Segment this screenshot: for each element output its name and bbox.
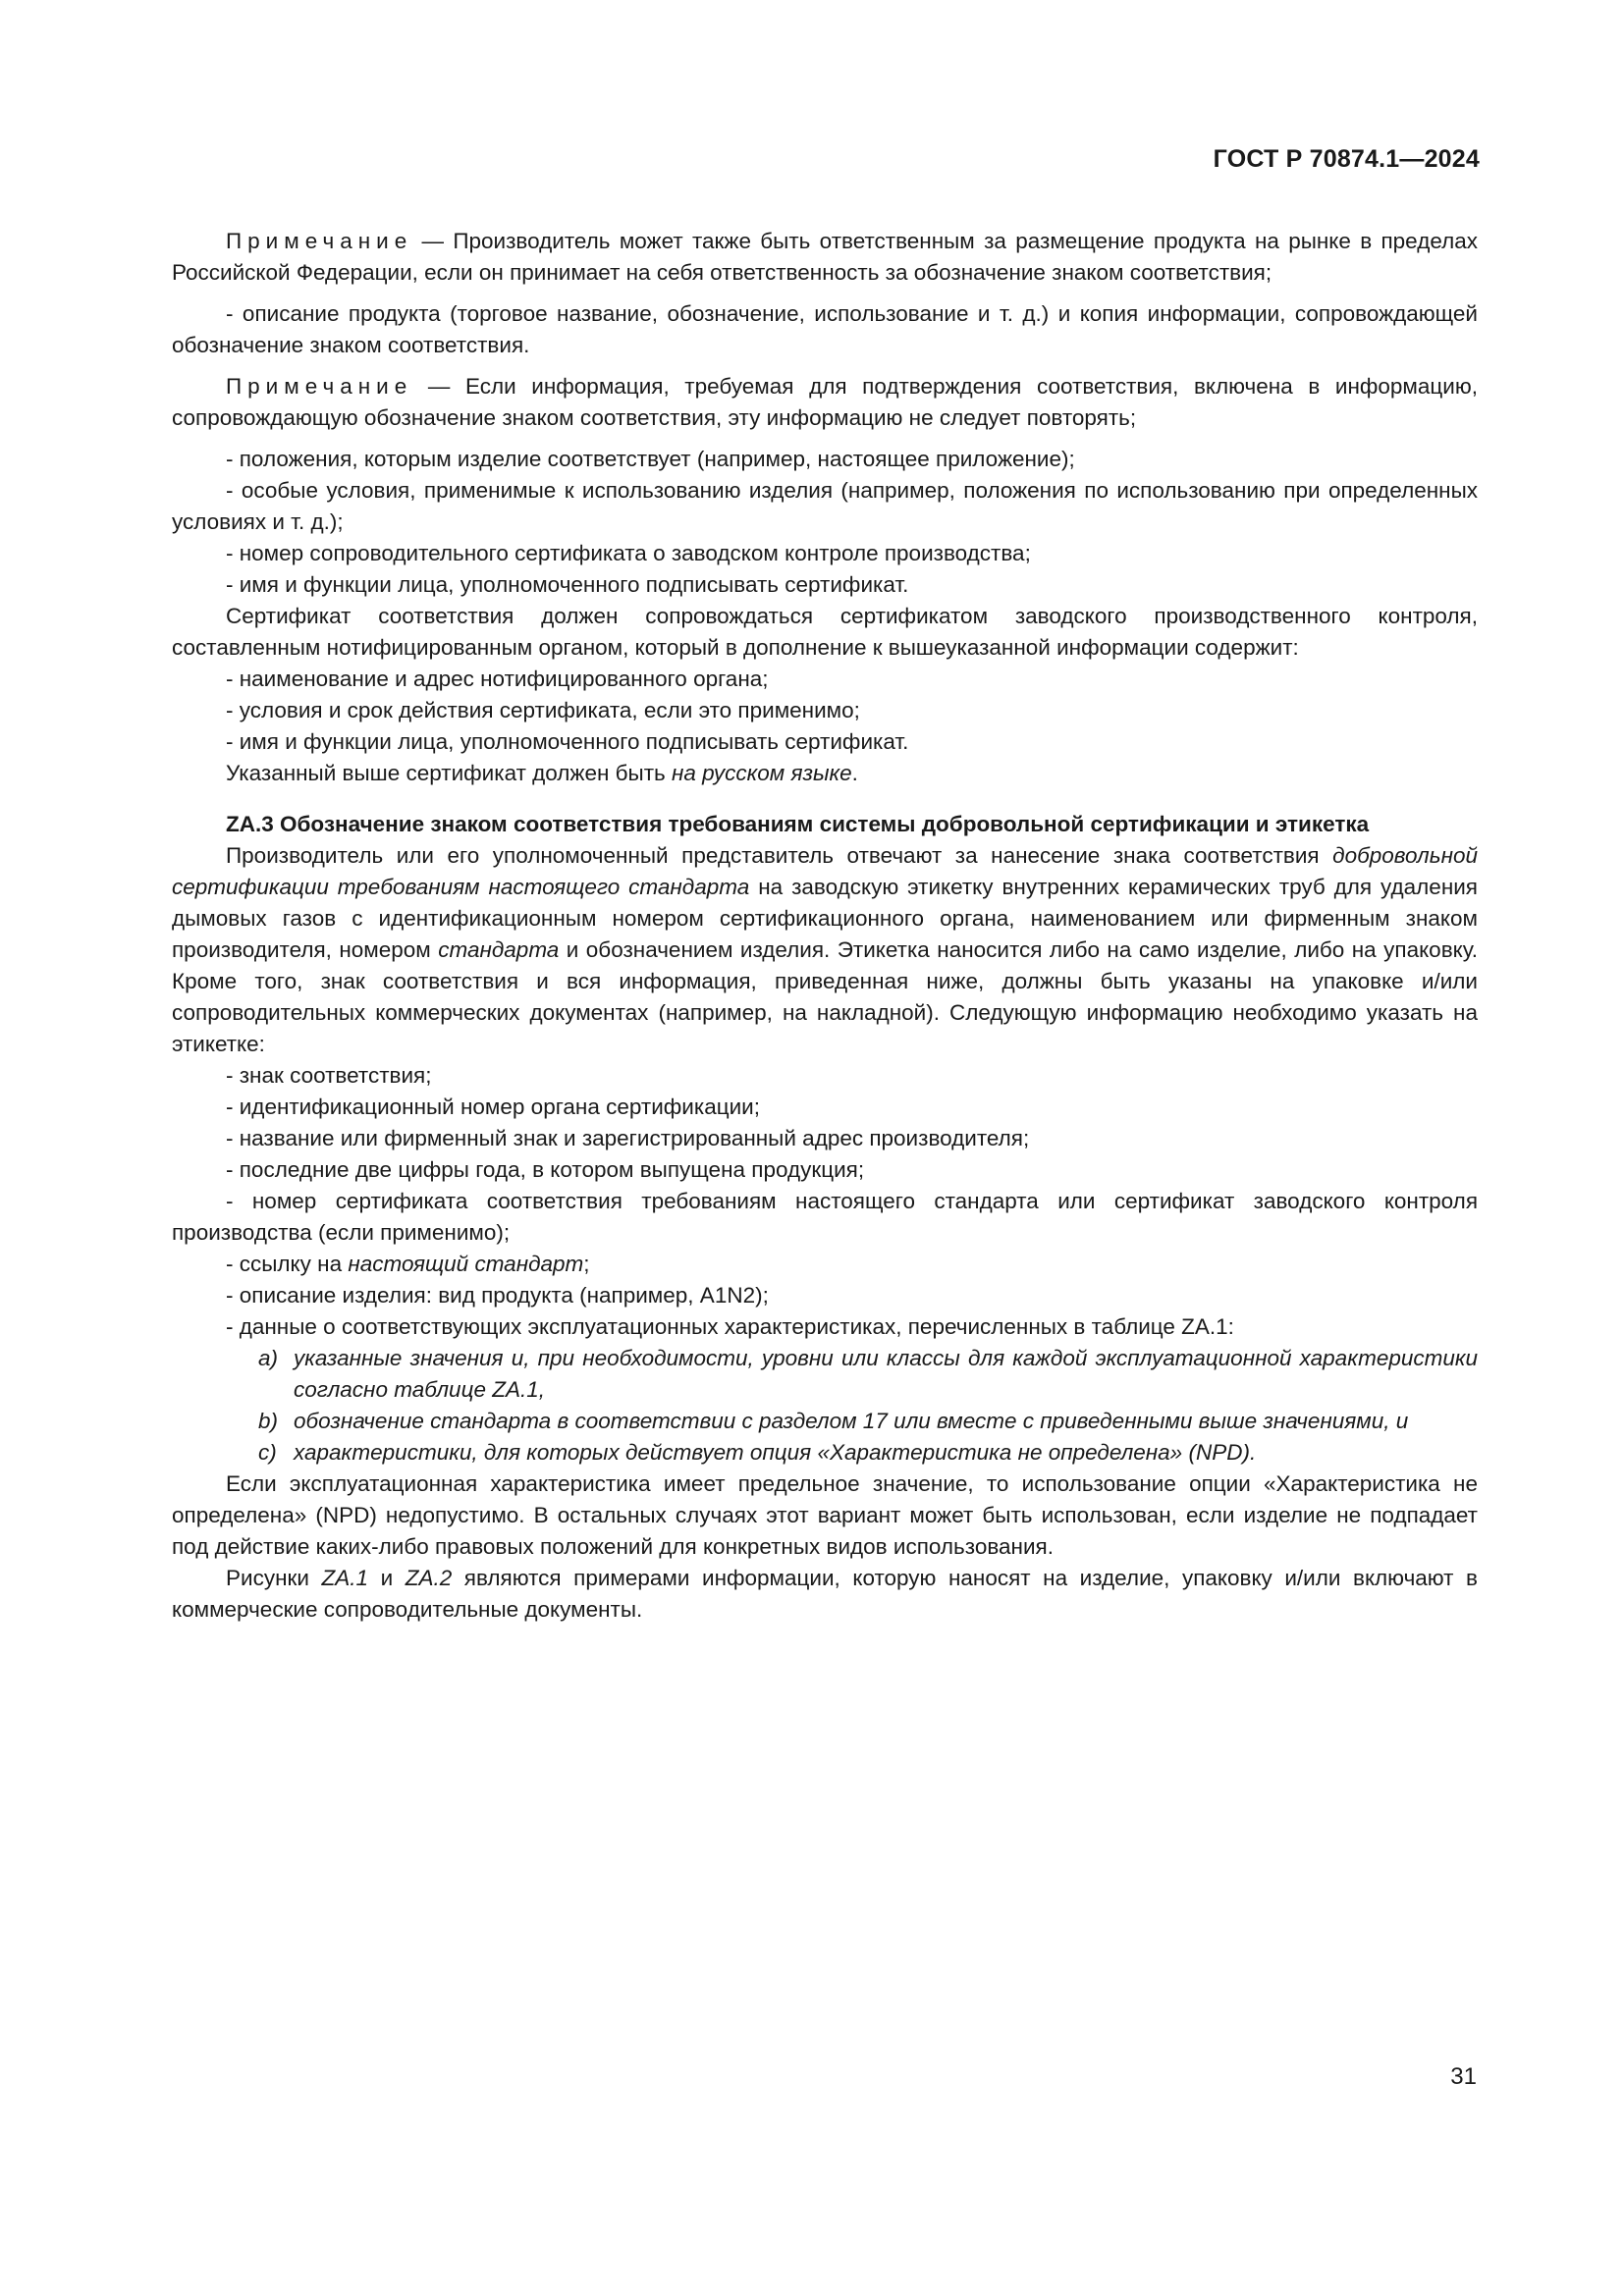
paragraph [172, 1563, 1478, 1626]
text: Производитель или его уполномоченный представитель отвечают за нанесение знака соответствия [226, 843, 1333, 868]
note-text: — Если информация, требуемая для подтверждения соответствия, включена в информацию, сопровождающую обозначение знаком соответствия, эту информацию не следует повторять; [172, 374, 1478, 430]
sub-marker: a) [258, 1346, 279, 1370]
page-body [172, 226, 1478, 1626]
document-code: ГОСТ Р 70874.1—2024 [1213, 145, 1480, 173]
list-item: - название или фирменный знак и зарегистрированный адрес производителя; [226, 1126, 1030, 1150]
note-2 [172, 371, 1478, 434]
sub-item-b [172, 1406, 1478, 1437]
text: Рисунки [226, 1566, 322, 1590]
emphasis: ZA.2 [405, 1566, 453, 1590]
emphasis: ZA.1 [321, 1566, 369, 1590]
text: и [368, 1566, 406, 1590]
text: . [851, 761, 858, 785]
paragraph [172, 840, 1478, 1060]
list-item: - знак соответствия; [226, 1063, 432, 1088]
text: - ссылку на [226, 1252, 349, 1276]
note-1 [172, 226, 1478, 289]
text: ; [583, 1252, 590, 1276]
section-heading-za3: ZA.3 Обозначение знаком соответствия требованиям системы добровольной сертификации и этикетка [226, 812, 1370, 836]
paragraph: Сертификат соответствия должен сопровождаться сертификатом заводского производственного контроля, составленным нотифицированным органом, который в дополнение к вышеуказанной информации содержит: [172, 604, 1478, 660]
text: Указанный выше сертификат должен быть [226, 761, 672, 785]
text: и обозначением изделия. Этикетка наносится либо на само изделие, либо на упаковку. Кроме того, знак соответствия и вся информация, приведенная ниже, должны быть указаны на упаковке и/или сопроводительных коммерческих документах (например, на накладной). Следующую информацию необходимо указать на этикетке: [172, 937, 1478, 1056]
list-item: - номер сопроводительного сертификата о заводском контроле производства; [226, 541, 1031, 565]
emphasis: на русском языке [672, 761, 852, 785]
list-item: - последние две цифры года, в котором выпущена продукция; [226, 1157, 865, 1182]
sub-marker: c) [258, 1440, 277, 1465]
page-number: 31 [1450, 2063, 1477, 2090]
sub-text: указанные значения и, при необходимости, уровни или классы для каждой эксплуатационной характеристики согласно таблице ZA.1, [294, 1346, 1478, 1402]
sub-marker: b) [258, 1409, 279, 1433]
list-item: - идентификационный номер органа сертификации; [226, 1095, 760, 1119]
emphasis: стандарта [438, 937, 560, 962]
paragraph: Если эксплуатационная характеристика имеет предельное значение, то использование опции «Характеристика не определена» (NPD) недопустимо. В остальных случаях этот вариант может быть использован, если изделие не подпадает под действие каких-либо правовых положений для конкретных видов использования. [172, 1471, 1478, 1559]
list-item: - имя и функции лица, уполномоченного подписывать сертификат. [226, 729, 909, 754]
list-item: - имя и функции лица, уполномоченного подписывать сертификат. [226, 572, 909, 597]
emphasis: добровольной сертификации требованиям настоящего стандарта [172, 843, 1478, 899]
list-item [172, 1249, 1478, 1280]
sub-item-a [172, 1343, 1478, 1406]
list-item: - описание продукта (торговое название, обозначение, использование и т. д.) и копия информации, сопровождающей обозначение знаком соответствия. [172, 301, 1478, 357]
emphasis: настоящий стандарт [348, 1252, 584, 1276]
text: на заводскую этикетку внутренних керамических труб для удаления дымовых газов с идентификационным номером сертификационного органа, наименованием или фирменным знаком производителя, номером [172, 875, 1478, 962]
sub-item-c [172, 1437, 1478, 1468]
list-item: - положения, которым изделие соответствует (например, настоящее приложение); [226, 447, 1075, 471]
list-item: - особые условия, применимые к использованию изделия (например, положения по использованию при определенных условиях и т. д.); [172, 478, 1478, 534]
text: являются примерами информации, которую наносят на изделие, упаковку и/или включают в коммерческие сопроводительные документы. [172, 1566, 1478, 1622]
list-item: - условия и срок действия сертификата, если это применимо; [226, 698, 860, 722]
sub-text: характеристики, для которых действует опция «Характеристика не определена» (NPD). [294, 1440, 1257, 1465]
list-item: - номер сертификата соответствия требованиям настоящего стандарта или сертификат заводского контроля производства (если применимо); [172, 1189, 1478, 1245]
note-label: Примечание [226, 229, 413, 253]
list-item: - описание изделия: вид продукта (например, A1N2); [226, 1283, 769, 1308]
note-text: — Производитель может также быть ответственным за размещение продукта на рынке в пределах Российской Федерации, если он принимает на себя ответственность за обозначение знаком соответствия; [172, 229, 1478, 285]
list-item: - данные о соответствующих эксплуатационных характеристиках, перечисленных в таблице ZA.1: [226, 1314, 1234, 1339]
sub-text: обозначение стандарта в соответствии с разделом 17 или вместе с приведенными выше значениями, и [294, 1409, 1409, 1433]
note-label: Примечание [226, 374, 413, 399]
paragraph [172, 758, 1478, 789]
list-item: - наименование и адрес нотифицированного органа; [226, 667, 769, 691]
